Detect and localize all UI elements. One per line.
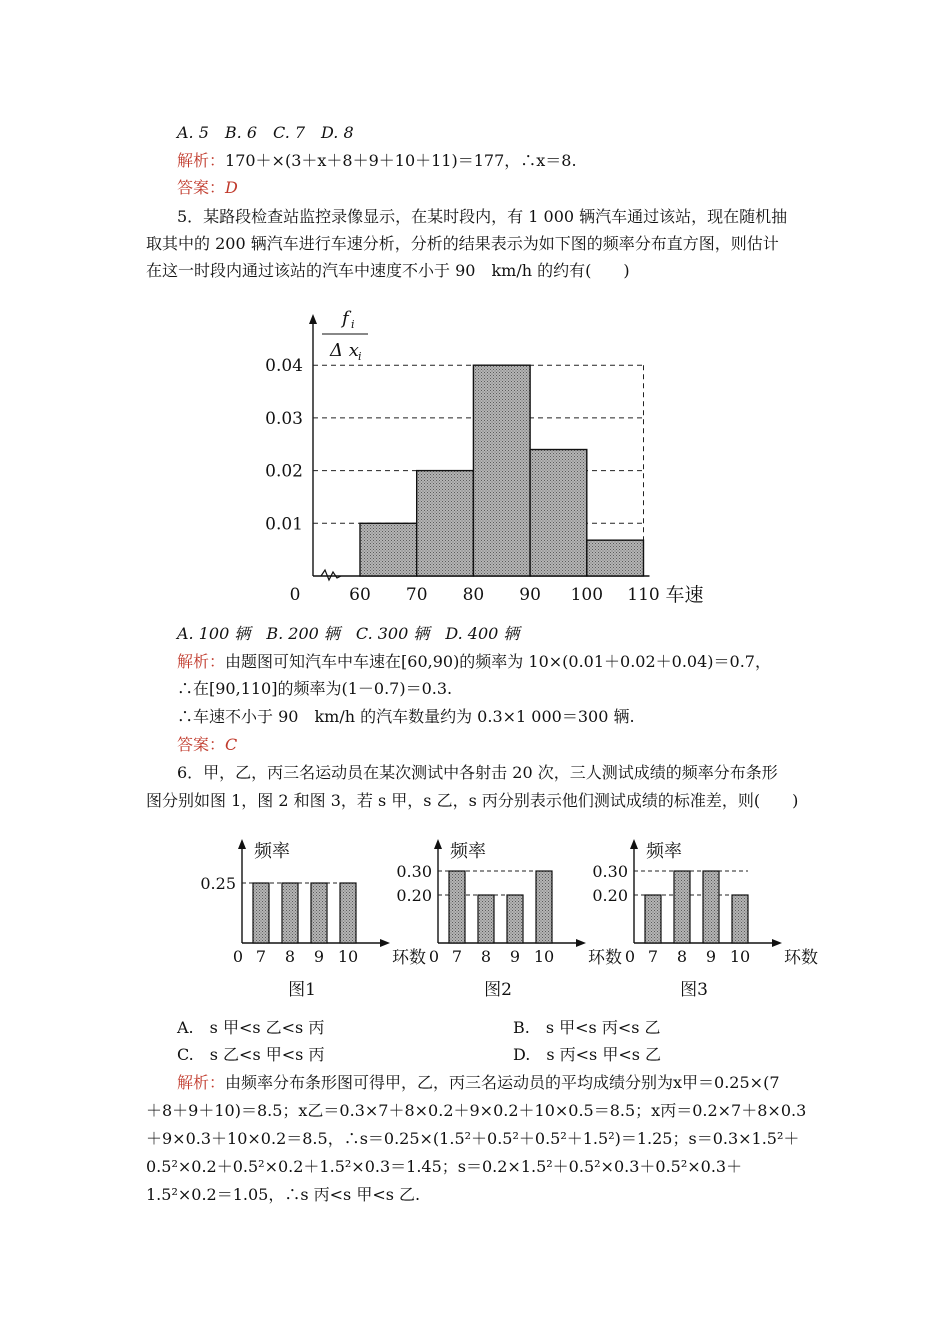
x-tick-label: 8 (284, 947, 296, 966)
y-axis-title: 频率 (646, 841, 682, 862)
q5-answer (177, 734, 237, 756)
y-tick-label: 0.03 (265, 408, 303, 429)
x-tick-label: 7 (647, 947, 659, 966)
analysis-label: 解析： (177, 652, 226, 671)
x-tick-label: 100 (570, 585, 604, 605)
y-axis-title: 频率 (254, 841, 290, 862)
x-tick-label: 110 (627, 585, 660, 605)
q6-analysis-line-3: ＋9×0.3＋10×0.2＝8.5，∴s＝0.25×(1.5²＋0.5²＋0.5²＋1.5²)＝1.25；s＝0.3×1.5²＋ (146, 1129, 800, 1148)
y-tick-label: 0.30 (396, 862, 432, 881)
origin-label: 0 (624, 947, 636, 966)
q5-stem-line-3: 在这一时段内通过该站的汽车中速度不小于 90 km/h 的约有( ) (146, 261, 630, 280)
q6-option-b: B. s 甲<s 丙<s 乙 (513, 1018, 661, 1037)
axis-break-mark (321, 570, 341, 580)
x-axis-arrow (576, 939, 586, 947)
speed-histogram (250, 300, 720, 610)
analysis-text: 170＋×(3＋x＋8＋9＋10＋11)＝177，∴x＝8. (225, 151, 577, 170)
y-axis-arrow (630, 839, 638, 849)
answer-label: 答案： (177, 735, 226, 754)
q5-stem-line-1: 5．某路段检查站监控录像显示，在某时段内，有 1 000 辆汽车通过该站，现在随机抽 (177, 207, 788, 226)
q6-option-c: C. s 乙<s 甲<s 丙 (177, 1045, 325, 1064)
q6-analysis-line-2: ＋8＋9＋10)＝8.5；x乙＝0.3×7＋8×0.2＋9×0.2＋10×0.5＝8.5；x丙＝0.2×7＋8×0.3 (146, 1101, 807, 1120)
histogram-bar (417, 471, 474, 576)
histogram-bar (587, 540, 644, 576)
q5-options: A. 100 辆 B. 200 辆 C. 300 辆 D. 400 辆 (177, 624, 520, 643)
frequency-bar (732, 895, 748, 943)
frequency-bar (703, 871, 719, 943)
frequency-bar (282, 883, 298, 943)
x-axis-arrow (772, 939, 782, 947)
analysis-label: 解析： (177, 1073, 226, 1092)
q6-analysis-line-4: 0.5²×0.2＋0.5²×0.2＋1.5²×0.3＝1.45；s＝0.2×1.5²＋0.5²×0.3＋0.5²×0.3＋ (146, 1157, 743, 1176)
q6-analysis-line-5: 1.5²×0.2＝1.05，∴s 丙<s 甲<s 乙. (146, 1185, 421, 1204)
x-tick-label: 60 (349, 585, 371, 605)
x-tick-label: 10 (533, 947, 555, 966)
answer-value: D (225, 178, 238, 197)
ylabel-numerator-sub: i (351, 318, 355, 331)
y-axis-arrow (434, 839, 442, 849)
frequency-bar (507, 895, 523, 943)
y-axis-arrow (309, 314, 317, 324)
frequency-bar (253, 883, 269, 943)
q5-stem-line-2: 取其中的 200 辆汽车进行车速分析，分析的结果表示为如下图的频率分布直方图，则估计 (146, 234, 779, 253)
bar-chart-3 (588, 835, 818, 1010)
y-tick-label: 0.04 (265, 356, 303, 377)
analysis-text: 由题图可知汽车中车速在[60,90)的频率为 10×(0.01＋0.02＋0.04)＝0.7， (225, 652, 771, 671)
q6-option-d: D. s 丙<s 甲<s 乙 (513, 1045, 662, 1064)
bar-chart-2 (392, 835, 622, 1010)
chart-caption: 图2 (484, 980, 512, 1000)
frequency-bar (536, 871, 552, 943)
y-axis-title: 频率 (450, 841, 486, 862)
x-tick-label: 8 (676, 947, 688, 966)
frequency-bar (340, 883, 356, 943)
x-tick-label: 7 (255, 947, 267, 966)
origin-label: 0 (289, 585, 301, 605)
answer-label: 答案： (177, 178, 226, 197)
y-tick-label: 0.01 (265, 514, 303, 535)
y-tick-label: 0.30 (592, 862, 628, 881)
origin-label: 0 (428, 947, 440, 966)
x-axis-title: 环数 (392, 948, 426, 968)
x-tick-label: 8 (480, 947, 492, 966)
q6-stem-line-2: 图分别如图 1，图 2 和图 3，若 s 甲，s 乙，s 丙分别表示他们测试成绩的标准差，则( ) (146, 791, 799, 810)
answer-value: C (225, 735, 238, 754)
x-tick-label: 80 (462, 585, 485, 605)
x-tick-label: 10 (729, 947, 751, 966)
frequency-bar (478, 895, 494, 943)
x-axis-title: 车速 (665, 584, 704, 606)
chart-caption: 图3 (680, 980, 708, 1000)
q5-analysis-line-2: ∴在[90,110]的频率为(1－0.7)＝0.3. (177, 679, 453, 698)
y-tick-label: 0.20 (396, 886, 432, 905)
frequency-bar (311, 883, 327, 943)
histogram-bar (360, 523, 417, 576)
analysis-label: 解析： (177, 151, 226, 170)
histogram-bar (473, 365, 530, 576)
q5-analysis-line-3: ∴车速不小于 90 km/h 的汽车数量约为 0.3×1 000＝300 辆. (177, 707, 635, 726)
q4-analysis (177, 150, 577, 172)
q4-options: A. 5 B. 6 C. 7 D. 8 (177, 123, 354, 142)
y-axis-arrow (238, 839, 246, 849)
x-tick-label: 9 (705, 947, 717, 966)
frequency-bar (449, 871, 465, 943)
y-tick-label: 0.25 (200, 874, 236, 893)
x-axis-title: 环数 (784, 948, 818, 968)
x-axis-arrow (380, 939, 390, 947)
x-axis-title: 环数 (588, 948, 622, 968)
x-tick-label: 9 (313, 947, 325, 966)
y-tick-label: 0.20 (592, 886, 628, 905)
q5-analysis-line-1 (177, 651, 771, 673)
x-tick-label: 7 (451, 947, 463, 966)
frequency-bar (645, 895, 661, 943)
q4-answer (177, 177, 238, 199)
x-tick-label: 90 (519, 585, 541, 605)
chart-caption: 图1 (288, 980, 316, 1000)
histogram-bar (530, 450, 587, 576)
ylabel-numerator: f (342, 308, 349, 329)
frequency-bar (674, 871, 690, 943)
q6-analysis-line-1 (177, 1072, 780, 1094)
x-tick-label: 70 (405, 585, 428, 605)
y-tick-label: 0.02 (265, 461, 303, 482)
ylabel-denominator: Δ x (330, 340, 359, 361)
analysis-text: 由频率分布条形图可得甲，乙，丙三名运动员的平均成绩分别为x甲＝0.25×(7 (225, 1073, 780, 1092)
x-tick-label: 10 (337, 947, 359, 966)
x-tick-label: 9 (509, 947, 521, 966)
q6-option-a: A. s 甲<s 乙<s 丙 (177, 1018, 325, 1037)
origin-label: 0 (232, 947, 244, 966)
ylabel-denominator-sub: i (358, 350, 362, 363)
q6-stem-line-1: 6．甲，乙，丙三名运动员在某次测试中各射击 20 次，三人测试成绩的频率分布条形 (177, 763, 778, 782)
